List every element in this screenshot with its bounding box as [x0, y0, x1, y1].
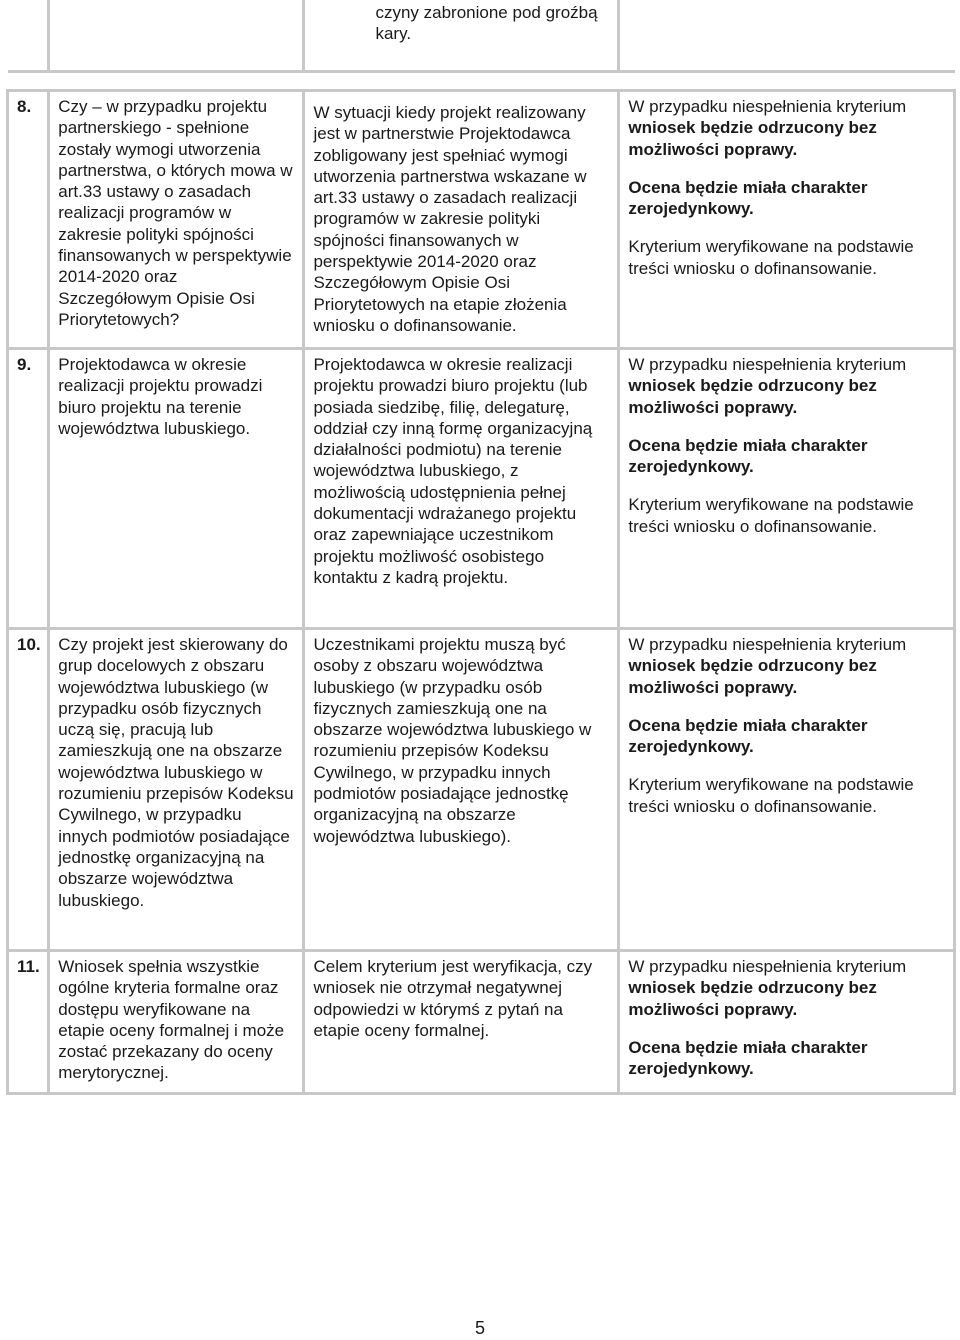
verification-text: Kryterium weryfikowane na podstawie treści wniosku o dofinansowanie. — [628, 495, 914, 536]
assessment-text: Ocena będzie miała charakter zerojedynkowy. — [628, 715, 868, 757]
consequence-text: W przypadku niespełnienia kryterium — [628, 957, 907, 976]
criterion-description: Celem kryterium jest weryfikacja, czy wniosek nie otrzymał negatywnej odpowiedzi w którymś z pytań na etapie oceny formalnej. — [304, 951, 619, 1094]
criterion-name: Czy – w przypadku projektu partnerskiego - spełnione zostały wymogi utworzenia partnerstwa, o których mowa w art.33 ustawy o zasadach realizacji programów w zakresie polityki spójności finansowanych w perspektywie 2014-2020 oraz Szczegółowym Opisie Osi Priorytetowych? — [49, 91, 304, 349]
criterion-row-9 — [8, 349, 955, 629]
criterion-name: Wniosek spełnia wszystkie ogólne kryteria formalne oraz dostępu weryfikowane na etapie oceny formalnej i może zostać przekazany do oceny merytorycznej. — [49, 951, 304, 1094]
row-number: 10. — [8, 629, 49, 951]
row-number: 11. — [8, 951, 49, 1094]
consequence-bold-text: wniosek będzie odrzucony bez możliwości poprawy. — [628, 376, 877, 417]
criterion-conditions — [619, 951, 955, 1094]
continuation-text: czyny zabronione pod groźbą kary. — [375, 3, 598, 44]
criteria-table — [6, 0, 956, 1095]
criterion-row-8 — [8, 91, 955, 349]
assessment-text: Ocena będzie miała charakter zerojedynkowy. — [628, 1037, 868, 1079]
continuation-row — [8, 0, 955, 72]
row-number: 8. — [8, 91, 49, 349]
criterion-conditions — [619, 629, 955, 951]
criterion-description: Projektodawca w okresie realizacji projektu prowadzi biuro projektu (lub posiada siedzibę, filię, delegaturę, oddział czy inną formę organizacyjną działalności podmiotu) na terenie województwa lubuskiego, z możliwością udostępnienia pełnej dokumentacji wdrażanego projektu oraz zapewniające uczestnikom projektu możliwość osobistego kontaktu z kadrą projektu. — [304, 349, 619, 629]
continuation-cell — [304, 0, 619, 72]
criterion-conditions — [619, 349, 955, 629]
consequence-text: W przypadku niespełnienia kryterium — [628, 355, 907, 374]
criterion-description: Uczestnikami projektu muszą być osoby z obszaru województwa lubuskiego (w przypadku osób fizycznych zamieszkują one na obszarze województwa lubuskiego w rozumieniu przepisów Kodeksu Cywilnego, w przypadku innych podmiotów posiadające jednostkę organizacyjną na obszarze województwa lubuskiego). — [304, 629, 619, 951]
criterion-description: W sytuacji kiedy projekt realizowany jest w partnerstwie Projektodawca zobligowany jest spełniać wymogi utworzenia partnerstwa wskazane w art.33 ustawy o zasadach realizacji programów w zakresie polityki spójności finansowanych w perspektywie 2014-2020 oraz Szczegółowym Opisie Osi Priorytetowych na etapie złożenia wniosku o dofinansowanie. — [304, 91, 619, 349]
criterion-row-10 — [8, 629, 955, 951]
consequence-text: W przypadku niespełnienia kryterium — [628, 635, 907, 654]
consequence-text: W przypadku niespełnienia kryterium — [628, 97, 907, 116]
criterion-conditions — [619, 91, 955, 349]
assessment-text: Ocena będzie miała charakter zerojedynkowy. — [628, 177, 868, 219]
verification-text: Kryterium weryfikowane na podstawie treści wniosku o dofinansowanie. — [628, 237, 914, 278]
consequence-bold-text: wniosek będzie odrzucony bez możliwości poprawy. — [628, 118, 877, 159]
assessment-text: Ocena będzie miała charakter zerojedynkowy. — [628, 435, 868, 477]
criterion-name: Czy projekt jest skierowany do grup docelowych z obszaru województwa lubuskiego (w przypadku osób fizycznych uczą się, pracują lub zamieszkują one na obszarze województwa lubuskiego w rozumieniu przepisów Kodeksu Cywilnego, w przypadku innych podmiotów posiadające jednostkę organizacyjną na obszarze województwa lubuskiego. — [49, 629, 304, 951]
consequence-bold-text: wniosek będzie odrzucony bez możliwości poprawy. — [628, 656, 877, 697]
criterion-row-11 — [8, 951, 955, 1094]
verification-text: Kryterium weryfikowane na podstawie treści wniosku o dofinansowanie. — [628, 775, 914, 816]
page-number: 5 — [474, 1318, 485, 1338]
consequence-bold-text: wniosek będzie odrzucony bez możliwości poprawy. — [628, 978, 877, 1019]
row-number: 9. — [8, 349, 49, 629]
criterion-name: Projektodawca w okresie realizacji projektu prowadzi biuro projektu na terenie województwa lubuskiego. — [49, 349, 304, 629]
